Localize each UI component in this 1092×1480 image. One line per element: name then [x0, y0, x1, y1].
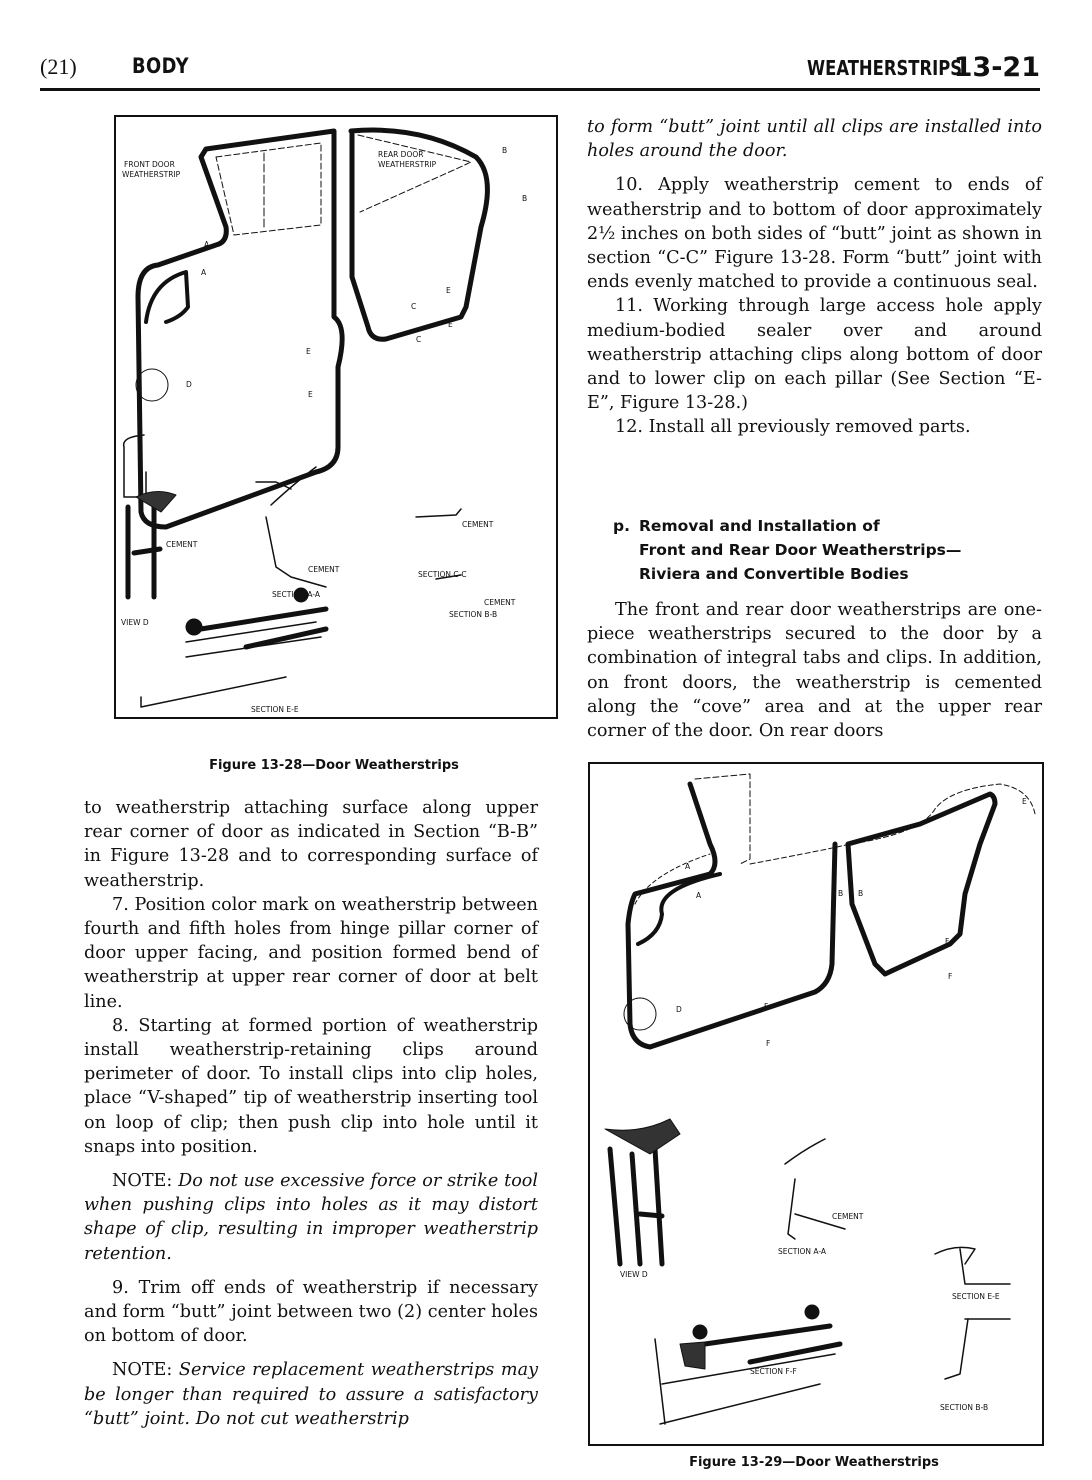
marker-e: E	[1022, 797, 1027, 806]
section-ee-label: SECTION E-E	[251, 705, 299, 714]
marker-a-2: A	[696, 891, 702, 900]
heading-line-2: Front and Rear Door Weatherstrips—	[639, 541, 962, 559]
section-ff-label: SECTION F-F	[750, 1367, 797, 1376]
paragraph-continuation: to form “butt” joint until all clips are installed into holes around the door.	[587, 117, 1042, 162]
page-code: 13-21	[953, 52, 1040, 83]
marker-c-2: C	[416, 335, 422, 344]
marker-f-3: F	[764, 1002, 769, 1011]
left-text-column	[84, 796, 538, 1431]
marker-a: A	[204, 240, 210, 249]
heading-line-1: Removal and Installation of	[639, 517, 880, 535]
marker-e-2: E	[448, 320, 453, 329]
note-1	[84, 1169, 538, 1266]
step-12: 12. Install all previously removed parts.	[615, 417, 971, 438]
marker-c: C	[411, 302, 417, 311]
rear-door-label-2: WEATHERSTRIP	[378, 160, 437, 169]
section-bb-label: SECTION B-B	[940, 1403, 989, 1412]
step-9: 9. Trim off ends of weatherstrip if necessary and form “butt” joint between two (2) center holes on bottom of door.	[84, 1277, 538, 1347]
cement-label-aa: CEMENT	[832, 1212, 864, 1221]
door-weatherstrip-diagram	[116, 117, 556, 717]
section-aa-label: SECTION A-A	[272, 590, 321, 599]
step-8: 8. Starting at formed portion of weatherstrip install weatherstrip-retaining clips around perimeter of door. To install clips into clip holes, place “V-shaped” tip of weatherstrip inserting tool on loop of clip; then push clip into hole until it snaps into position.	[84, 1015, 538, 1157]
figure-13-28-caption: Figure 13-28—Door Weatherstrips	[209, 758, 459, 773]
page-title: WEATHERSTRIPS	[806, 56, 962, 80]
marker-d: D	[676, 1005, 682, 1014]
section-name: BODY	[132, 54, 189, 78]
view-d-label: VIEW D	[620, 1270, 648, 1279]
marker-b: B	[502, 146, 508, 155]
cement-label-aa: CEMENT	[308, 565, 340, 574]
right-intro-paragraph	[587, 598, 1042, 743]
marker-b-2: B	[522, 194, 528, 203]
section-ee-label: SECTION E-E	[952, 1292, 1000, 1301]
note-text: Service replacement weatherstrips may be longer than required to assure a satisfactory “butt” joint. Do not cut weatherstrip	[84, 1360, 539, 1429]
view-d-label: VIEW D	[121, 618, 149, 627]
note-label: NOTE:	[112, 1171, 179, 1192]
figure-13-29-caption: Figure 13-29—Door Weatherstrips	[689, 1455, 939, 1470]
marker-b-2: B	[858, 889, 864, 898]
marker-b: B	[838, 889, 844, 898]
cement-label-view-d: CEMENT	[166, 540, 198, 549]
section-heading-p	[613, 514, 1043, 588]
section-bb-label: SECTION B-B	[449, 610, 498, 619]
marker-e-3: E	[306, 347, 311, 356]
note-2	[84, 1358, 538, 1431]
marker-a: A	[685, 862, 691, 871]
marker-f-4: F	[766, 1039, 771, 1048]
page-header	[40, 52, 1040, 91]
marker-e-4: E	[308, 390, 313, 399]
figure-13-29	[588, 762, 1044, 1446]
door-weatherstrip-diagram-2	[590, 764, 1042, 1444]
rear-door-label: REAR DOOR	[378, 150, 424, 159]
paragraph-continuation: to weatherstrip attaching surface along upper rear corner of door as indicated in Section “B-B” in Figure 13-28 and to corresponding surface of weatherstrip.	[84, 798, 538, 891]
intro-text: The front and rear door weatherstrips are one-piece weatherstrips secured to the door by a combination of integral tabs and clips. In addition, on front doors, the weatherstrip is cemented along the “cove” area and at the upper rear corner of the door. On rear doors	[587, 600, 1042, 742]
front-door-label-2: WEATHERSTRIP	[122, 170, 181, 179]
marker-e: E	[446, 286, 451, 295]
marker-d: D	[186, 380, 192, 389]
marker-f: F	[945, 937, 950, 946]
note-text: Do not use excessive force or strike tool when pushing clips into holes as it may distort shape of clip, resulting in improper weatherstrip retention.	[84, 1171, 539, 1264]
marker-a-2: A	[201, 268, 207, 277]
step-11: 11. Working through large access hole apply medium-bodied sealer over and around weatherstrip attaching clips along bottom of door and to lower clip on each pillar (See Section “E-E”, Figure 13-28.)	[587, 296, 1042, 414]
cement-label-bb: CEMENT	[484, 598, 516, 607]
step-10: 10. Apply weatherstrip cement to ends of weatherstrip and to bottom of door approximately 2½ inches on both sides of “butt” joint as shown in section “C-C” Figure 13-28. Form “butt” joint with ends evenly matched to provide a continuous seal.	[587, 175, 1043, 293]
heading-line-3: Riviera and Convertible Bodies	[639, 565, 909, 583]
note-label: NOTE:	[112, 1360, 179, 1381]
page-number: (21)	[40, 54, 77, 79]
right-text-column	[587, 115, 1042, 440]
front-door-label: FRONT DOOR	[124, 160, 175, 169]
heading-letter: p.	[613, 517, 630, 535]
figure-13-28	[114, 115, 558, 719]
cement-label-cc: CEMENT	[462, 520, 494, 529]
section-aa-label: SECTION A-A	[778, 1247, 827, 1256]
step-7: 7. Position color mark on weatherstrip between fourth and fifth holes from hinge pillar corner of door upper facing, and position formed bend of weatherstrip at upper rear corner of door at belt line.	[84, 894, 538, 1012]
marker-f-2: F	[948, 972, 953, 981]
section-cc-label: SECTION C-C	[418, 570, 467, 579]
